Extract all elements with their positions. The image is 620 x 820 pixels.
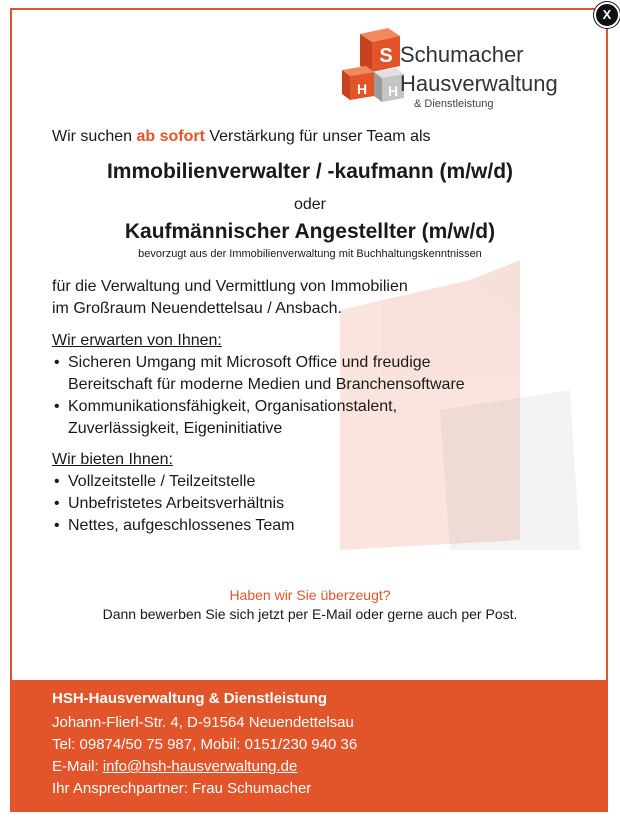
logo-letter-h2: H <box>387 83 399 99</box>
footer-email-line: E-Mail: info@hsh-hausverwaltung.de <box>52 758 298 775</box>
email-link[interactable]: info@hsh-hausverwaltung.de <box>102 758 298 775</box>
close-button[interactable]: X <box>594 2 620 28</box>
list-item: • Vollzeitstelle / Teilzeitstelle <box>52 471 592 493</box>
footer-contact-block <box>12 680 608 810</box>
company-logo <box>338 28 578 118</box>
list-item: • Kommunikationsfähigkeit, Organisationstalent, Zuverlässigkeit, Eigeninitiative <box>52 396 592 440</box>
job-title-1: Immobilienverwalter / -kaufmann (m/w/d) <box>106 160 514 183</box>
job-title-2-subtitle: bevorzugt aus der Immobilienverwaltung mit Buchhaltungskenntnissen <box>138 248 482 260</box>
footer-address: Johann-Flierl-Str. 4, D-91564 Neuendettelsau <box>52 714 354 731</box>
footer-phone: Tel: 09874/50 75 987, Mobil: 0151/230 940 36 <box>52 736 358 753</box>
cta-text: Dann bewerben Sie sich jetzt per E-Mail oder gerne auch per Post. <box>102 606 518 622</box>
logo-name-line3: & Dienstleistung <box>414 98 494 110</box>
job-description-line2: im Großraum Neuendettelsau / Ansbach. <box>52 300 342 317</box>
footer-contact-person: Ihr Ansprechpartner: Frau Schumacher <box>52 780 312 797</box>
expect-list <box>52 352 592 440</box>
or-text: oder <box>293 196 327 213</box>
intro-text <box>52 128 592 146</box>
offer-list <box>52 471 592 537</box>
list-item: • Nettes, aufgeschlossenes Team <box>52 515 592 537</box>
intro-after: Verstärkung für unser Team als <box>204 128 431 145</box>
logo-letter-h1: H <box>356 81 368 97</box>
logo-name-line2: Hausverwaltung <box>400 71 558 96</box>
list-item: • Sicheren Umgang mit Microsoft Office und freudige Bereitschaft für moderne Medien und Branchensoftware <box>52 352 592 396</box>
logo-name-line1: Schumacher <box>400 42 524 67</box>
intro-highlight: ab sofort <box>136 128 205 145</box>
logo-cubes-icon <box>338 28 408 118</box>
job-description <box>52 276 592 320</box>
cta-question: Haben wir Sie überzeugt? <box>229 587 391 603</box>
footer-company: HSH-Hausverwaltung & Dienstleistung <box>52 690 328 707</box>
offer-heading: Wir bieten Ihnen: <box>52 451 173 468</box>
job-description-line1: für die Verwaltung und Vermittlung von Immobilien <box>52 278 408 295</box>
job-title-2: Kaufmännischer Angestellter (m/w/d) <box>124 220 496 243</box>
list-item: • Unbefristetes Arbeitsverhältnis <box>52 493 592 515</box>
intro-before: Wir suchen <box>52 128 137 145</box>
logo-letter-s: S <box>379 45 393 67</box>
expect-heading: Wir erwarten von Ihnen: <box>52 332 222 349</box>
